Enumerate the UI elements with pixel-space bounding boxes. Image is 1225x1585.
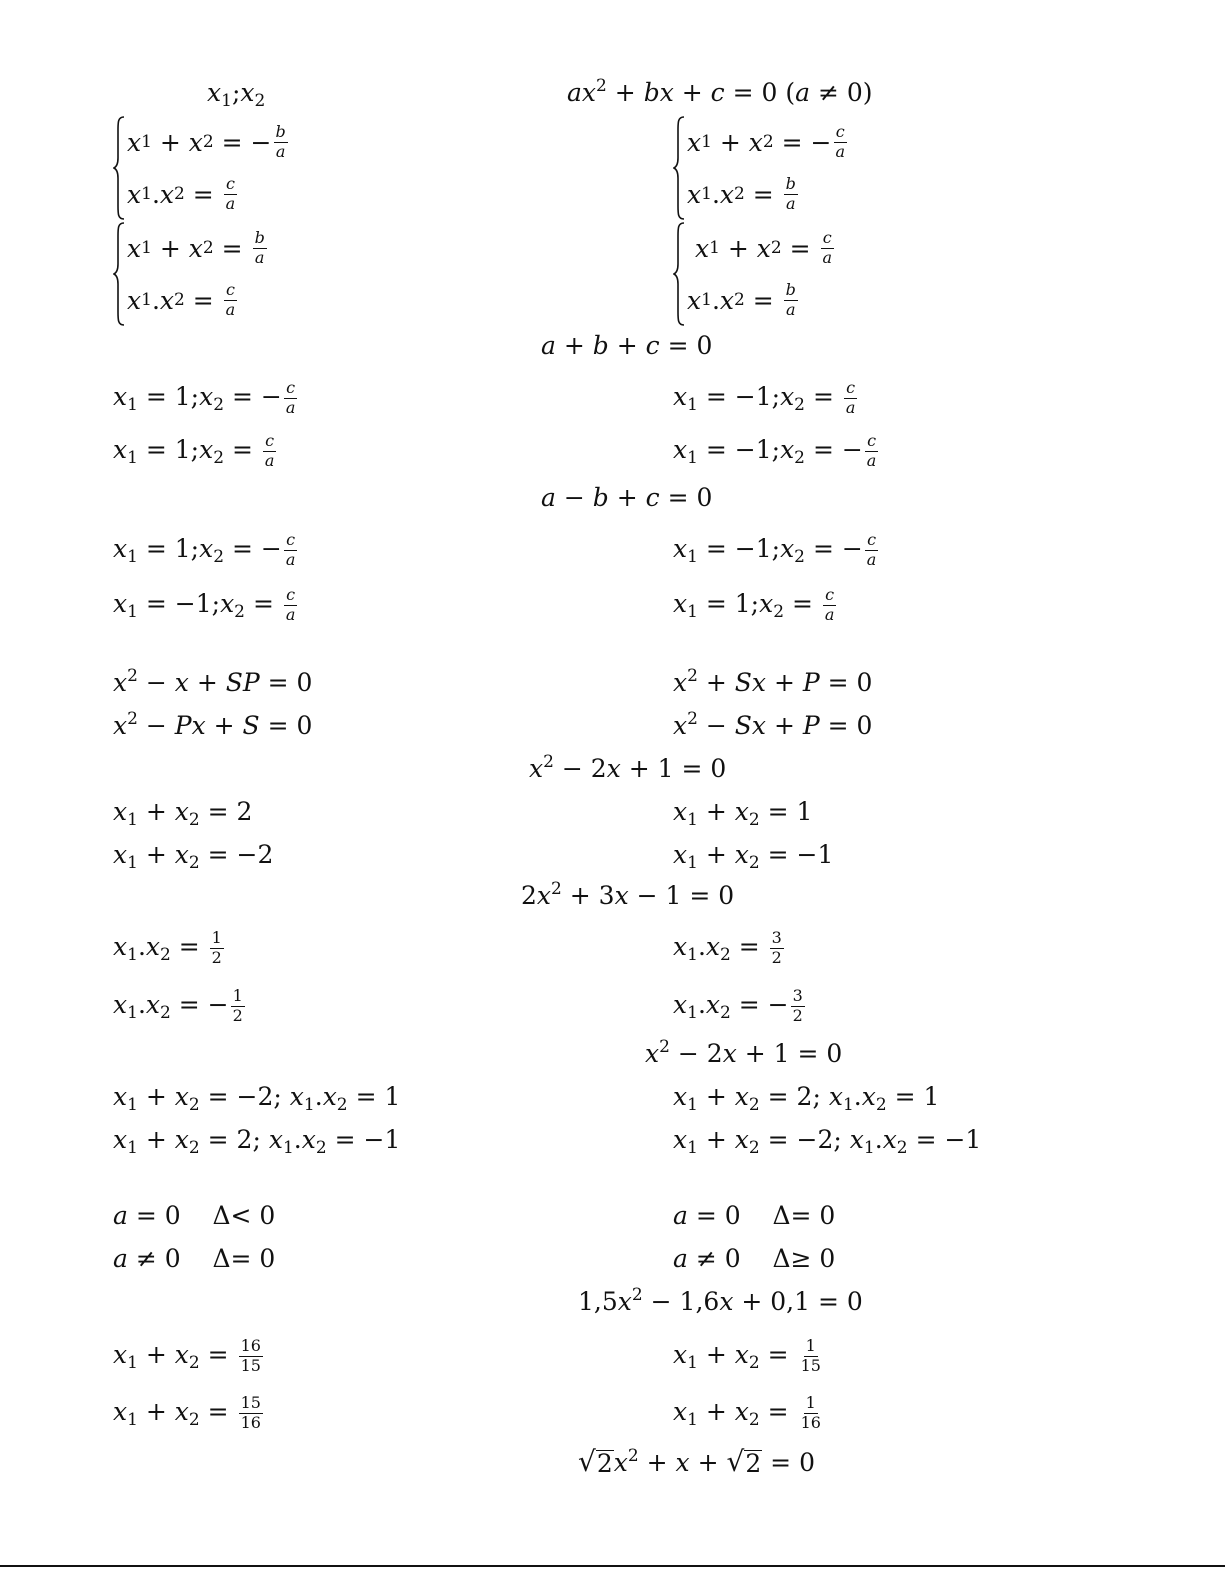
q1-a-line-sum: x 1 + x 2 = − $\frac{b}{a}$ bbox=[127, 121, 286, 161]
q8-option-c[interactable]: a ≠ 0 Δ= 0 bbox=[113, 1244, 276, 1273]
q1-option-a[interactable] bbox=[113, 116, 290, 220]
left-brace-icon bbox=[673, 116, 685, 220]
q4-option-d[interactable]: $x^2 - Sx + P = 0$ bbox=[673, 709, 873, 740]
q5-option-c[interactable]: $x_1 + x_2 = -2$ bbox=[113, 840, 274, 873]
q1-stem-equation: $ax^2$ + bx + c = 0 (a ≠ 0) bbox=[567, 76, 873, 107]
q1-b-line-sum: x 1 + x 2 = − $\frac{c}{a}$ bbox=[687, 121, 846, 161]
q7-stem: $x^2 - 2x + 1 = 0$ bbox=[645, 1037, 843, 1068]
q7-option-a[interactable]: $x_1 + x_2 = -2$; $x_1.x_2 = 1$ bbox=[113, 1082, 401, 1115]
q1-b-line-product: x 1 . x 2 = $\frac{b}{a}$ bbox=[687, 173, 796, 213]
q10-stem: √ 2 $x^2 + x$ + √ 2 = 0 bbox=[578, 1445, 815, 1478]
q2-option-a[interactable]: $x_1$ = $1;x_2$ = − $\frac{c}{a}$ bbox=[113, 378, 296, 417]
q1-c-line-product: x 1 . x 2 = $\frac{c}{a}$ bbox=[127, 279, 236, 319]
q9-option-a[interactable]: $x_1 + x_2$ = $\frac{16}{15}$ bbox=[113, 1336, 261, 1375]
square-root-icon: √ 2 bbox=[726, 1445, 762, 1478]
page-bottom-rule bbox=[0, 1565, 1225, 1567]
q3-option-d[interactable]: $x_1$ = $1;x_2$ = $\frac{c}{a}$ bbox=[673, 585, 835, 624]
q1-d-line-sum: x 1 + x 2 = $\frac{c}{a}$ bbox=[694, 227, 833, 267]
q6-option-b[interactable]: $x_1.x_2$ = $\frac{3}{2}$ bbox=[673, 928, 782, 967]
q8-option-b[interactable]: a = 0 Δ= 0 bbox=[673, 1201, 836, 1230]
square-root-icon: √ 2 bbox=[578, 1445, 613, 1478]
q7-option-b[interactable]: $x_1 + x_2 = 2$; $x_1.x_2 = 1$ bbox=[673, 1082, 940, 1115]
q9-option-d[interactable]: $x_1 + x_2$ = $\frac{1}{16}$ bbox=[673, 1393, 821, 1432]
q2-stem: a + b + c = 0 bbox=[541, 331, 713, 360]
q7-option-c[interactable]: $x_1 + x_2 = 2$; $x_1.x_2 = -1$ bbox=[113, 1125, 401, 1158]
q4-option-c[interactable]: $x^2 - Px + S = 0$ bbox=[113, 709, 313, 740]
q1-a-line-product: x 1 . x 2 = $\frac{c}{a}$ bbox=[127, 173, 236, 213]
q1-option-b[interactable] bbox=[673, 116, 849, 220]
q9-option-b[interactable]: $x_1 + x_2$ = $\frac{1}{15}$ bbox=[673, 1336, 821, 1375]
q2-option-d[interactable]: $x_1$ = $-1;x_2$ = − $\frac{c}{a}$ bbox=[673, 431, 877, 470]
q6-option-d[interactable]: $x_1.x_2$ = − $\frac{3}{2}$ bbox=[673, 986, 803, 1025]
q5-option-b[interactable]: $x_1 + x_2 = 1$ bbox=[673, 797, 813, 830]
left-brace-icon bbox=[673, 222, 685, 326]
q2-option-c[interactable]: $x_1$ = $1;x_2$ = $\frac{c}{a}$ bbox=[113, 431, 275, 470]
q7-option-d[interactable]: $x_1 + x_2 = -2$; $x_1.x_2 = -1$ bbox=[673, 1125, 982, 1158]
q3-option-a[interactable]: $x_1$ = $1;x_2$ = − $\frac{c}{a}$ bbox=[113, 530, 296, 569]
left-brace-icon bbox=[113, 222, 125, 326]
q3-option-b[interactable]: $x_1$ = $-1;x_2$ = − $\frac{c}{a}$ bbox=[673, 530, 877, 569]
q1-c-line-sum: x 1 + x 2 = $\frac{b}{a}$ bbox=[127, 227, 265, 267]
q5-option-a[interactable]: $x_1 + x_2 = 2$ bbox=[113, 797, 253, 830]
q9-option-c[interactable]: $x_1 + x_2$ = $\frac{15}{16}$ bbox=[113, 1393, 261, 1432]
q1-d-line-product: x 1 . x 2 = $\frac{b}{a}$ bbox=[687, 279, 796, 319]
q3-stem: a − b + c = 0 bbox=[541, 483, 713, 512]
q8-option-d[interactable]: a ≠ 0 Δ≥ 0 bbox=[673, 1244, 836, 1273]
q1-option-c[interactable] bbox=[113, 222, 269, 326]
q6-option-c[interactable]: $x_1.x_2$ = − $\frac{1}{2}$ bbox=[113, 986, 243, 1025]
q6-option-a[interactable]: $x_1.x_2$ = $\frac{1}{2}$ bbox=[113, 928, 222, 967]
q2-option-b[interactable]: $x_1$ = $-1;x_2$ = $\frac{c}{a}$ bbox=[673, 378, 856, 417]
q3-option-c[interactable]: $x_1$ = $-1;x_2$ = $\frac{c}{a}$ bbox=[113, 585, 296, 624]
q5-stem: $x^2 - 2x + 1 = 0$ bbox=[529, 752, 727, 783]
q5-option-d[interactable]: $x_1 + x_2 = -1$ bbox=[673, 840, 834, 873]
q1-option-d[interactable] bbox=[673, 222, 836, 326]
q4-option-a[interactable]: $x^2 - x$ + SP = 0 bbox=[113, 666, 313, 697]
q6-stem: $2x^2 + 3x - 1 = 0$ bbox=[521, 879, 735, 910]
q4-option-b[interactable]: $x^2 + Sx + P = 0$ bbox=[673, 666, 873, 697]
q1-stem-roots: $x_1;x_2$ bbox=[207, 78, 266, 111]
q9-stem: $1,5x^2 - 1,6x + 0,1 = 0$ bbox=[578, 1285, 863, 1316]
q8-option-a[interactable]: a = 0 Δ< 0 bbox=[113, 1201, 276, 1230]
left-brace-icon bbox=[113, 116, 125, 220]
